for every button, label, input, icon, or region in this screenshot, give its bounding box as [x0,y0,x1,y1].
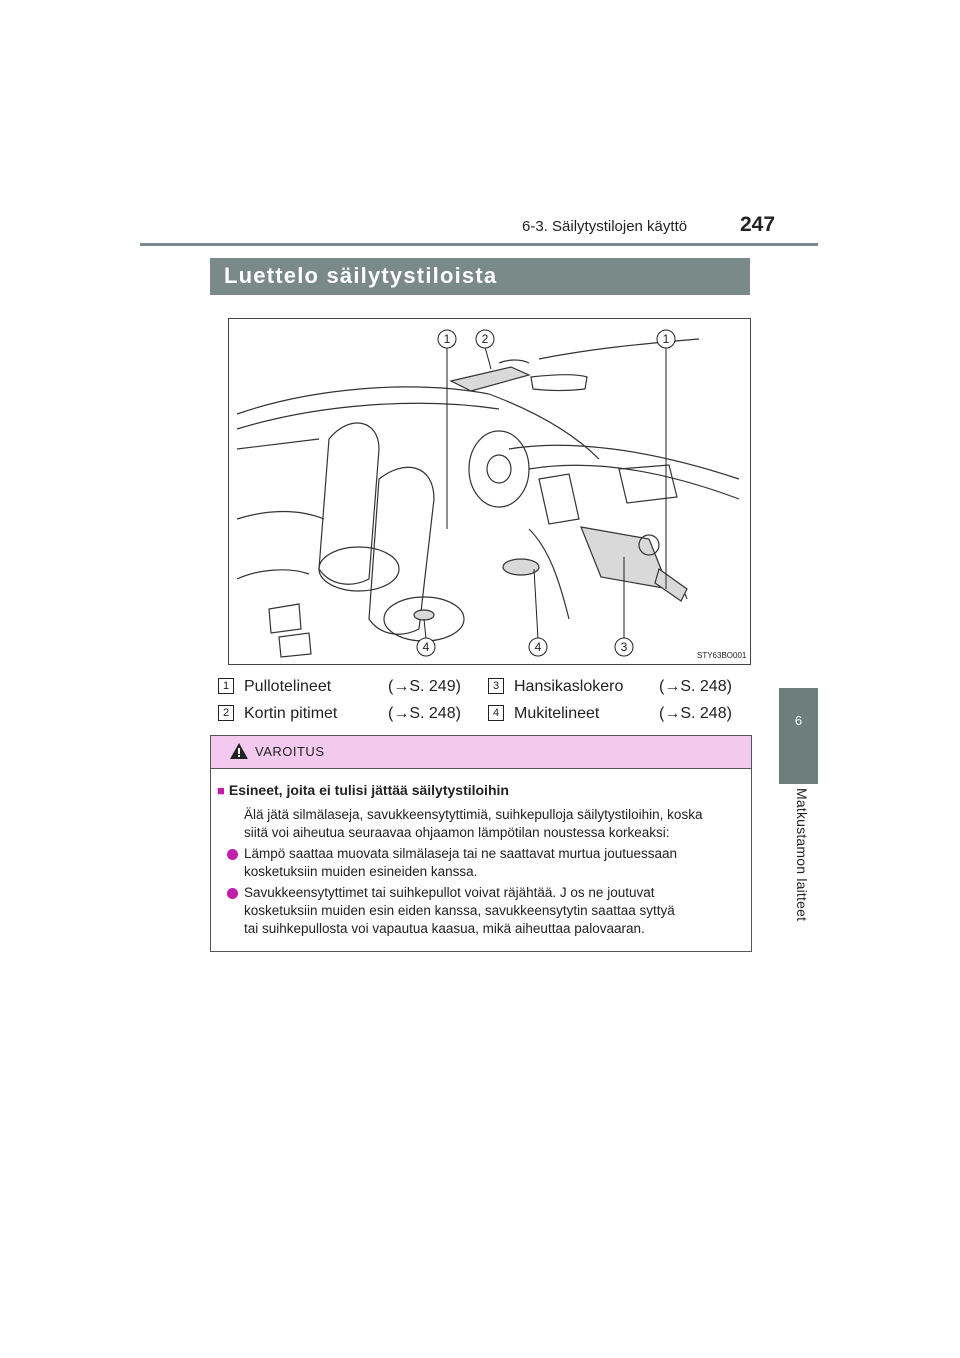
legend-page-ref: (→S. 248) [659,705,732,722]
bullet-dot-icon [227,888,238,899]
legend-item [488,705,599,723]
legend-number: 2 [218,705,234,721]
legend-number: 4 [488,705,504,721]
warning-intro-line: Älä jätä silmälaseja, savukkeensytyttimiä, suihkepulloja säilytystiloihin, koska [244,807,703,822]
warning-heading [217,782,509,798]
warning-heading-text: Esineet, joita ei tulisi jättää säilytystiloihin [228,782,509,798]
header-section-title: 6-3. Säilytystilojen käyttö [522,218,688,235]
legend-label: Pullotelineet [244,678,332,695]
section-title: Luettelo säilytystiloista [224,263,498,288]
car-interior-drawing [229,319,750,664]
callout-4-right: 4 [534,640,542,654]
header-rule [140,243,818,246]
legend-page-ref: (→S. 248) [659,678,732,695]
callout-3: 3 [620,640,628,654]
legend-label: Kortin pitimet [244,705,338,722]
warning-header [211,736,751,769]
warning-box [210,735,752,952]
warning-bullet-line: kosketuksiin muiden esineiden kanssa. [244,864,478,879]
figure-code: STY63BO001 [697,651,747,660]
legend-label: Mukitelineet [514,705,600,722]
square-bullet-icon: ■ [217,783,225,798]
warning-title: VAROITUS [255,744,325,759]
page-number: 247 [740,213,776,236]
warning-bullet-line: Lämpö saattaa muovata silmälaseja tai ne saattavat murtua joutuessaan [244,846,678,861]
legend-item [218,705,337,723]
callout-1-right: 1 [662,332,670,346]
warning-triangle-icon [229,742,249,760]
legend-label: Hansikaslokero [514,678,624,695]
chapter-tab [779,688,818,784]
warning-bullet-line: kosketuksiin muiden esin eiden kanssa, savukkeensytytin saattaa syttyä [244,903,675,918]
bullet-dot-icon [227,849,238,860]
callout-markers [417,330,675,656]
legend-number: 3 [488,678,504,694]
chapter-number: 6 [794,713,803,728]
warning-bullet-line: tai suihkepullosta voi vapautua kaasua, mikä aiheuttaa palovaaran. [244,921,645,936]
legend-number: 1 [218,678,234,694]
interior-illustration [228,318,751,665]
legend-item [488,678,623,696]
legend-page-ref: (→S. 249) [388,678,461,695]
warning-intro-line: siitä voi aiheutua seuraavaa ohjaamon lämpötilan noustessa korkeaksi: [244,825,670,840]
legend-item [218,678,331,696]
callout-1-left: 1 [443,332,451,346]
warning-bullet-line: Savukkeensytyttimet tai suihkepullot voivat räjähtää. J os ne joutuvat [244,885,655,900]
legend-page-ref: (→S. 248) [388,705,461,722]
callout-4-left: 4 [422,640,430,654]
chapter-title: Matkustamon laitteet [794,788,810,922]
callout-2: 2 [481,332,489,346]
